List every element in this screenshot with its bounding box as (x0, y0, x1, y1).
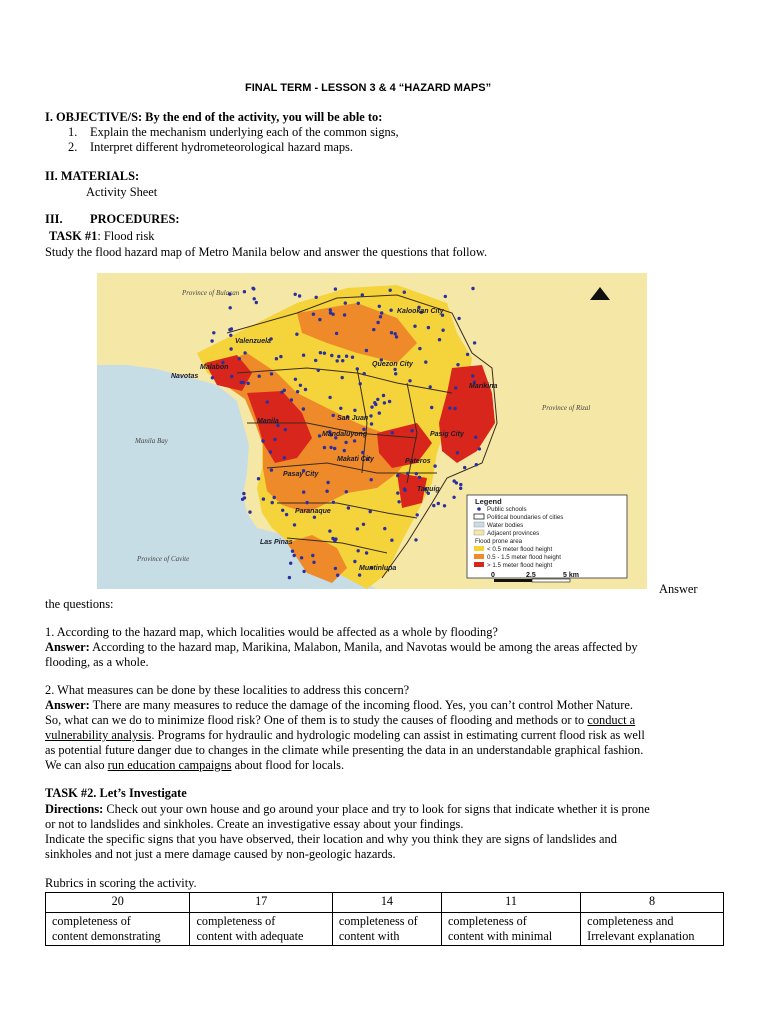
school-marker (332, 414, 335, 417)
school-marker (243, 496, 246, 499)
school-marker (270, 372, 273, 375)
answer-2-text-5a: We can also (45, 758, 108, 772)
school-marker (416, 513, 419, 516)
school-marker (334, 537, 337, 540)
objective-item-1: Explain the mechanism underlying each of the common signs, (90, 125, 399, 139)
rubric-description-row (46, 913, 724, 946)
procedures-number: III. (45, 212, 63, 226)
school-marker (395, 335, 398, 338)
school-marker (302, 570, 305, 573)
school-marker (291, 550, 294, 553)
school-marker (343, 313, 346, 316)
school-marker (406, 472, 409, 475)
legend-school-swatch (477, 507, 481, 511)
school-marker (370, 422, 373, 425)
rubric-score: 11 (441, 893, 580, 913)
label-mandaluyong: Mandaluyong (322, 431, 368, 438)
rubric-score: 20 (46, 893, 190, 913)
school-marker (429, 385, 432, 388)
school-marker (319, 351, 322, 354)
school-marker (318, 318, 321, 321)
school-marker (390, 331, 393, 334)
school-marker (344, 441, 347, 444)
school-marker (313, 516, 316, 519)
school-marker (382, 394, 385, 397)
rubric-cell-line: content with adequate (196, 929, 304, 943)
school-marker (337, 355, 340, 358)
school-marker (270, 468, 273, 471)
school-marker (230, 375, 233, 378)
school-marker (363, 372, 366, 375)
answer-1-label: Answer: (45, 640, 90, 654)
school-marker (271, 501, 274, 504)
school-marker (261, 439, 264, 442)
school-marker (376, 398, 379, 401)
map-legend (467, 495, 627, 578)
school-marker (396, 474, 399, 477)
school-marker (437, 502, 440, 505)
school-marker (333, 447, 336, 450)
school-marker (273, 496, 276, 499)
answer-1-text-1: According to the hazard map, Marikina, Malabon, Manila, and Navotas would be among the areas affected by (89, 640, 638, 654)
page-title: FINAL TERM - LESSON 3 & 4 “HAZARD MAPS” (245, 82, 492, 94)
school-marker (266, 400, 269, 403)
answer-2-text-3: . Programs for hydraulic and hydrologic modeling can assist in estimating current flood risk as well (151, 728, 645, 742)
school-marker (357, 549, 360, 552)
answer-2-line-2 (45, 713, 735, 728)
school-marker (281, 509, 284, 512)
school-marker (424, 360, 427, 363)
directions-line-2: or not to landslides and sinkholes. Create an investigative essay about your findings. (45, 817, 464, 831)
label-quezon-city: Quezon City (372, 361, 413, 368)
task1-label: TASK #1 (49, 229, 98, 243)
school-marker (312, 561, 315, 564)
school-marker (294, 378, 297, 381)
rubric-cell (46, 913, 190, 946)
legend-water-swatch (474, 522, 484, 527)
answer-2-text-2: So, what can we do to minimize flood risk? One of them is to study the causes of flooding and methods or to (45, 713, 588, 727)
answer-2-label: Answer: (45, 698, 90, 712)
school-marker (459, 483, 462, 486)
school-marker (275, 357, 278, 360)
school-marker (294, 293, 297, 296)
school-marker (418, 347, 421, 350)
rubric-cell-line: completeness of (196, 914, 276, 928)
school-marker (285, 513, 288, 516)
school-marker (289, 562, 292, 565)
legend-item-schools: Public schools (487, 506, 527, 513)
vulnerability-link-part-1[interactable]: conduct a (587, 713, 636, 727)
label-pateros: Pateros (405, 458, 431, 465)
school-marker (383, 401, 386, 404)
answer-2-text-5b: about flood for locals. (231, 758, 345, 772)
label-muntinlupa: Muntinlupa (359, 565, 397, 572)
school-marker (456, 363, 459, 366)
school-marker (341, 359, 344, 362)
school-marker (329, 308, 332, 311)
label-manila: Manila (257, 418, 279, 425)
school-marker (353, 409, 356, 412)
school-marker (323, 446, 326, 449)
school-marker (396, 491, 399, 494)
school-marker (299, 384, 302, 387)
school-marker (373, 401, 376, 404)
answer-word: Answer (659, 582, 698, 596)
rubrics-caption: Rubrics in scoring the activity. (45, 876, 197, 890)
school-marker (296, 390, 299, 393)
objective-item-2: Interpret different hydrometeorological hazard maps. (90, 140, 353, 154)
school-marker (210, 339, 213, 342)
school-marker (339, 407, 342, 410)
school-marker (453, 479, 456, 482)
school-marker (361, 293, 364, 296)
school-marker (443, 504, 446, 507)
school-marker (242, 492, 245, 495)
school-marker (463, 466, 466, 469)
school-marker (459, 487, 462, 490)
school-marker (283, 389, 286, 392)
legend-item-high: > 1.5 meter flood height (487, 562, 553, 569)
school-marker (317, 369, 320, 372)
school-marker (288, 576, 291, 579)
school-marker (252, 287, 255, 290)
legend-item-flood-prone: Flood prone area (475, 538, 523, 545)
school-marker (314, 359, 317, 362)
answer-2-line-4: as potential future danger due to changes in the climate while presenting the data in an understandable graphical fashion. (45, 743, 644, 757)
task1-instruction: Study the flood hazard map of Metro Manila below and answer the questions that follow. (45, 245, 488, 259)
rubric-table (45, 892, 724, 946)
objective-num-2: 2. (68, 140, 78, 154)
school-marker (394, 332, 397, 335)
answer-2-line-5 (45, 758, 735, 773)
school-marker (418, 476, 421, 479)
school-marker (304, 388, 307, 391)
directions-label: Directions: (45, 802, 104, 816)
school-marker (336, 574, 339, 577)
task1-heading (49, 229, 154, 244)
school-marker (471, 287, 474, 290)
school-marker (389, 289, 392, 292)
answer-2-line-3 (45, 728, 735, 743)
task2-heading: TASK #2. Let’s Investigate (45, 786, 187, 800)
school-marker (356, 367, 359, 370)
school-marker (305, 501, 308, 504)
materials-item: Activity Sheet (86, 185, 158, 199)
school-marker (376, 321, 379, 324)
answer-1-line-1 (45, 640, 735, 655)
school-marker (328, 396, 331, 399)
school-marker (334, 567, 337, 570)
school-marker (334, 287, 337, 290)
task1-title: : Flood risk (97, 229, 155, 243)
school-marker (359, 382, 362, 385)
school-marker (273, 438, 276, 441)
scale-0: 0 (491, 572, 495, 579)
school-marker (212, 331, 215, 334)
school-marker (315, 296, 318, 299)
rubric-cell (332, 913, 441, 946)
school-marker (397, 500, 400, 503)
school-marker (475, 463, 478, 466)
school-marker (347, 506, 350, 509)
label-marikina: Marikina (469, 383, 498, 390)
school-marker (228, 328, 231, 331)
legend-adjacent-swatch (474, 530, 484, 535)
school-marker (473, 341, 476, 344)
school-marker (444, 295, 447, 298)
school-marker (329, 311, 332, 314)
school-marker (356, 527, 359, 530)
school-marker (433, 464, 436, 467)
school-marker (441, 329, 444, 332)
school-marker (453, 407, 456, 410)
label-manila-bay: Manila Bay (135, 437, 168, 445)
school-marker (361, 451, 364, 454)
school-marker (302, 407, 305, 410)
school-marker (295, 333, 298, 336)
objective-num-1: 1. (68, 125, 78, 139)
the-questions: the questions: (45, 597, 114, 611)
education-campaigns-link[interactable]: run education campaigns (107, 758, 232, 772)
school-marker (388, 400, 391, 403)
materials-heading: II. MATERIALS: (45, 169, 140, 183)
school-marker (471, 374, 474, 377)
label-makati: Makati City (337, 456, 374, 463)
school-marker (242, 381, 245, 384)
label-las-pinas: Las Pinas (260, 539, 293, 546)
school-marker (330, 354, 333, 357)
objective-heading: I. OBJECTIVE/S: By the end of the activity, you will be able to: (45, 110, 383, 124)
rubric-score-row (46, 893, 724, 913)
label-paranaque: Paranaque (295, 508, 331, 515)
scale-5km: 5 km (563, 572, 579, 579)
school-marker (389, 309, 392, 312)
school-marker (345, 490, 348, 493)
school-marker (258, 375, 261, 378)
school-marker (369, 510, 372, 513)
vulnerability-link-part-2[interactable]: vulnerability analysis (45, 728, 152, 742)
rubric-score: 8 (581, 893, 724, 913)
directions-text-1: Check out your own house and go around your place and try to look for signs that indicate whether it is prone (103, 802, 650, 816)
school-marker (341, 376, 344, 379)
rubric-cell-line: completeness of (338, 914, 418, 928)
school-marker (298, 294, 301, 297)
school-marker (427, 326, 430, 329)
school-marker (351, 356, 354, 359)
label-province-cavite: Province of Cavite (137, 555, 190, 563)
legend-item-low: < 0.5 meter flood height (487, 546, 553, 553)
legend-high-swatch (474, 562, 484, 567)
rubric-cell (441, 913, 580, 946)
school-marker (370, 478, 373, 481)
school-marker (325, 490, 328, 493)
school-marker (269, 450, 272, 453)
school-marker (229, 306, 232, 309)
school-marker (257, 477, 260, 480)
school-marker (378, 411, 381, 414)
school-marker (328, 529, 331, 532)
school-marker (452, 496, 455, 499)
school-marker (474, 436, 477, 439)
rubric-cell (581, 913, 724, 946)
school-marker (284, 428, 287, 431)
rubric-cell-line: completeness and (587, 914, 674, 928)
rubric-cell (190, 913, 332, 946)
school-marker (336, 359, 339, 362)
question-2: 2. What measures can be done by these localities to address this concern? (45, 683, 410, 697)
label-malabon: Malabon (200, 364, 229, 371)
directions-line-1 (45, 802, 735, 817)
legend-item-water: Water bodies (487, 522, 524, 529)
school-marker (365, 551, 368, 554)
school-marker (410, 429, 413, 432)
school-marker (456, 451, 459, 454)
directions-line-4: sinkholes and not just a mere damage caused by non-geologic hazards. (45, 847, 396, 861)
school-marker (243, 351, 246, 354)
procedures-heading: PROCEDURES: (90, 212, 180, 226)
school-marker (229, 347, 232, 350)
legend-title: Legend (475, 497, 502, 506)
school-marker (413, 325, 416, 328)
school-marker (255, 301, 258, 304)
answer-1-line-2: flooding, as a whole. (45, 655, 149, 669)
rubric-cell-line: Irrelevant explanation (587, 929, 695, 943)
school-marker (390, 539, 393, 542)
school-marker (332, 501, 335, 504)
label-valenzuela: Valenzuela (235, 338, 271, 345)
rubric-cell-line: content with minimal (447, 929, 553, 943)
rubric-cell-line: completeness of (52, 914, 131, 928)
school-marker (247, 382, 250, 385)
school-marker (380, 311, 383, 314)
school-marker (243, 290, 246, 293)
school-marker (318, 434, 321, 437)
label-pasig: Pasig City (430, 431, 464, 438)
school-marker (331, 537, 334, 540)
school-marker (478, 447, 481, 450)
school-marker (335, 332, 338, 335)
scale-2-5: 2.5 (526, 572, 536, 579)
rubric-score: 14 (332, 893, 441, 913)
school-marker (415, 472, 418, 475)
school-marker (357, 302, 360, 305)
rubric-cell-line: content with (338, 929, 400, 943)
school-marker (362, 523, 365, 526)
school-marker (326, 481, 329, 484)
school-marker (238, 357, 241, 360)
legend-mid-swatch (474, 554, 484, 559)
school-marker (403, 291, 406, 294)
school-marker (454, 386, 457, 389)
school-marker (345, 355, 348, 358)
school-marker (383, 527, 386, 530)
directions-line-3: Indicate the specific signs that you have observed, their location and why you think they are signs of landslides and (45, 832, 617, 846)
school-marker (283, 456, 286, 459)
school-marker (302, 490, 305, 493)
school-marker (391, 431, 394, 434)
school-marker (393, 368, 396, 371)
label-navotas: Navotas (171, 373, 199, 380)
school-marker (370, 405, 373, 408)
school-marker (253, 297, 256, 300)
legend-item-boundaries: Political boundaries of cities (487, 514, 564, 521)
school-marker (408, 379, 411, 382)
school-marker (372, 328, 375, 331)
school-marker (358, 573, 361, 576)
school-marker (353, 560, 356, 563)
school-marker (229, 334, 232, 337)
label-taguig: Taguig (417, 486, 440, 493)
label-pasay: Pasay City (283, 471, 319, 478)
school-marker (311, 554, 314, 557)
label-san-juan: San Juan (337, 415, 369, 422)
school-marker (379, 315, 382, 318)
school-marker (293, 523, 296, 526)
school-marker (403, 487, 406, 490)
school-marker (457, 317, 460, 320)
school-marker (290, 398, 293, 401)
label-province-bulacan: Province of Bulacan (182, 289, 240, 297)
school-marker (369, 414, 372, 417)
question-1: 1. According to the hazard map, which localities would be affected as a whole by flooding? (45, 625, 498, 639)
school-marker (365, 349, 368, 352)
school-marker (344, 301, 347, 304)
school-marker (438, 338, 441, 341)
school-marker (293, 554, 296, 557)
school-marker (414, 538, 417, 541)
rubric-cell-line: content demonstrating (52, 929, 161, 943)
school-marker (430, 406, 433, 409)
school-marker (323, 352, 326, 355)
school-marker (279, 355, 282, 358)
school-marker (262, 497, 265, 500)
flood-hazard-map (97, 273, 647, 589)
label-kalookan: Kalookan City (397, 308, 444, 315)
school-marker (432, 504, 435, 507)
rubric-score: 17 (190, 893, 332, 913)
school-marker (302, 354, 305, 357)
school-marker (378, 305, 381, 308)
legend-item-mid: 0.5 - 1.5 meter flood height (487, 554, 561, 561)
school-marker (394, 372, 397, 375)
school-marker (248, 510, 251, 513)
school-marker (353, 439, 356, 442)
label-province-rizal: Province of Rizal (542, 404, 591, 412)
legend-low-swatch (474, 546, 484, 551)
school-marker (343, 449, 346, 452)
school-marker (211, 376, 214, 379)
answer-2-text-1: There are many measures to reduce the damage of the incoming flood. Yes, you can’t control Mother Nature. (89, 698, 633, 712)
rubric-cell-line: completeness of (447, 914, 527, 928)
school-marker (448, 406, 451, 409)
school-marker (312, 313, 315, 316)
legend-item-adjacent: Adjacent provinces (487, 530, 540, 537)
answer-2-line-1 (45, 698, 735, 713)
school-marker (300, 556, 303, 559)
school-marker (466, 353, 469, 356)
school-marker (329, 446, 332, 449)
